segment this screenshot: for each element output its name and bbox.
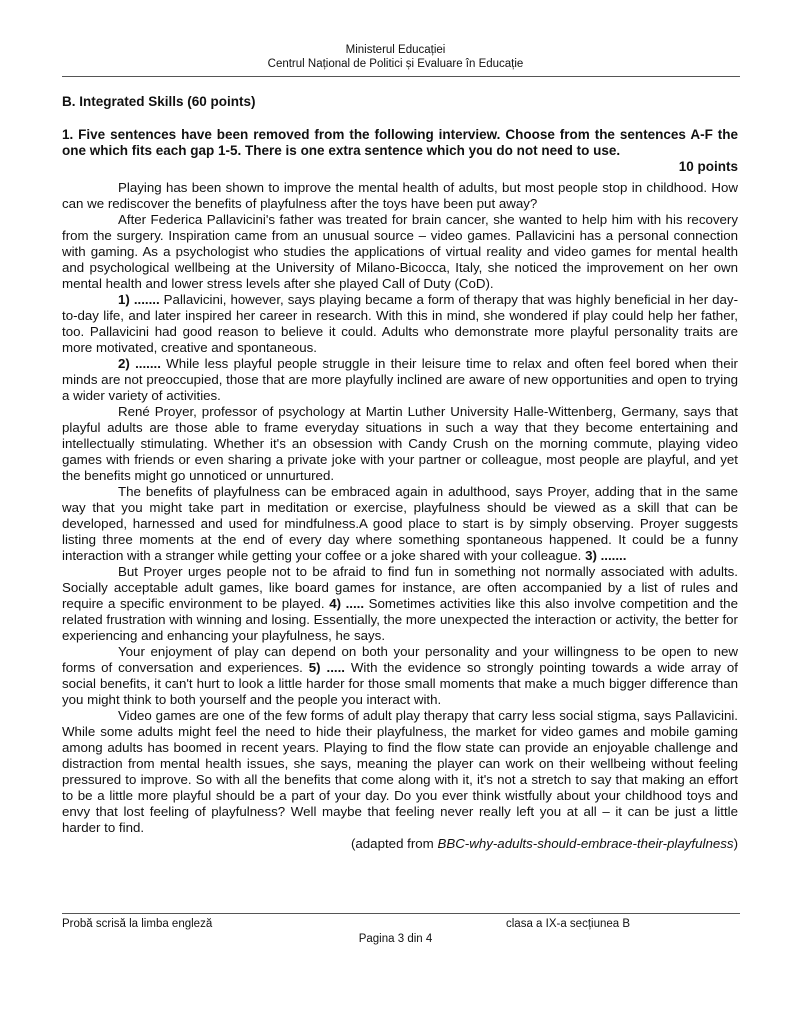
paragraph-text: But Proyer urges people not to be afraid to find fun in something not normally associated with adults. Socially acceptable adult games, like board games for instance, are often accompanied by a list of rules and require a specific environment to be played. [62, 564, 738, 611]
paragraph-text: Pallavicini, however, says playing became a form of therapy that was highly beneficial in her day-to-day life, and later inspired her career in research. With this in mind, she wondered if play could help her father, too. Pallavicini had good reason to believe it could. Adults who demonstrate more playful personality traits are more motivated, creative and spontaneous. [62, 292, 738, 355]
gap-marker: 5) ..... [308, 660, 345, 675]
gap-marker: 1) ....... [118, 292, 160, 307]
paragraph-text: Your enjoyment of play can depend on both your personality and your willingness to be open to new forms of conversation and experiences. [62, 644, 738, 675]
paragraph-text: René Proyer, professor of psychology at Martin Luther University Halle-Wittenberg, Germany, says that playful adults are those able to frame everyday situations in such a way that they become entertaining and intellectually stimulating. Whether it's an obsession with Candy Crush on the morning commute, playing video games with friends or even sharing a private joke with your partner or colleague, most people are playful, and yet the benefits might go unnoticed or unnurtured. [62, 404, 738, 483]
source-prefix: (adapted from [350, 836, 438, 851]
footer-class: clasa a IX-a secțiunea B [506, 918, 631, 930]
gap-marker: 2) ....... [118, 356, 161, 371]
page-number: Pagina 3 din 4 [358, 933, 433, 945]
section-title: B. Integrated Skills (60 points) [62, 94, 256, 109]
task-instruction: 1. Five sentences have been removed from the following interview. Choose from the sentences A-F the one which fits each gap 1-5. There is one extra sentence which you do not need to use. [62, 127, 738, 158]
paragraph [62, 708, 738, 836]
source-suffix: ) [733, 836, 738, 851]
page-header [0, 43, 791, 71]
paragraph-text: After Federica Pallavicini's father was treated for brain cancer, she wanted to help him with his recovery from the surgery. Inspiration came from an unusual source – video games. Pallavicini has a personal connection with gaming. As a psychologist who studies the applications of virtual reality and video games for mental health and psychological wellbeing at the University of Milano-Bicocca, Italy, she noticed the improvement on her own mental health and lower stress levels after she played Call of Duty (CoD). [62, 212, 738, 291]
ministry-name: Ministerul Educației [345, 44, 446, 56]
paragraph-text: The benefits of playfulness can be embraced again in adulthood, says Proyer, adding that in the same way that you might take part in meditation or exercise, playfulness should be viewed as a skill that can be developed, harnessed and used for mindfulness.A good place to start is by simply observing. Proyer suggests listing three moments at the end of every day where something spontaneous happened. It could be a funny interaction with a stranger while getting your coffee or a joke shared with your colleague. [62, 484, 738, 563]
source-attribution [62, 836, 738, 852]
paragraph [62, 356, 738, 404]
footer-exam-name: Probă scrisă la limba engleză [62, 918, 213, 930]
paragraph-text: With the evidence so strongly pointing towards a wide array of social benefits, it can't hurt to look a little harder for those small moments that make a much bigger difference than you might think to both yourself and the people you interact with. [62, 660, 738, 707]
paragraph [62, 404, 738, 484]
paragraph [62, 484, 738, 564]
paragraph [62, 644, 738, 708]
paragraph-text: Sometimes activities like this also involve competition and the related frustration with winning and losing. Essentially, the more unexpected the interaction or activity, the better for experiencing and enhancing your playfulness, he says. [62, 596, 738, 643]
gap-marker: 3) ....... [585, 548, 627, 563]
footer-divider [62, 913, 740, 914]
paragraph-text: While less playful people struggle in their leisure time to relax and often feel bored when their minds are not preoccupied, those that are more playfully inclined are aware of new opportunities and open to trying a wider variety of activities. [62, 356, 738, 403]
header-divider [62, 76, 740, 77]
paragraph-text: Playing has been shown to improve the mental health of adults, but most people stop in childhood. How can we rediscover the benefits of playfulness after the toys have been put away? [62, 180, 738, 211]
task-points: 10 points [678, 159, 738, 174]
paragraph [62, 564, 738, 644]
gap-marker: 4) ..... [329, 596, 365, 611]
paragraph-text: Video games are one of the few forms of adult play therapy that carry less social stigma, says Pallavicini. While some adults might feel the need to hide their playfulness, the market for video games and mobile gaming among adults has boomed in recent years. Playing to find the flow state can provide an enjoyable challenge and distraction from mental health issues, she says, meaning the player can work on their wellbeing without feeling pressured to improve. So with all the benefits that come along with it, it's not a stretch to say that making an effort to be a little more playful should be a part of your day. Do you ever think wistfully about your childhood toys and envy that lost feeling of playfulness? Well maybe that feeling never really left you at all – it can be just a little harder to find. [62, 708, 738, 835]
paragraph [62, 212, 738, 292]
paragraph [62, 180, 738, 212]
article-body [62, 180, 738, 852]
paragraph [62, 292, 738, 356]
task-instruction-block [62, 127, 738, 175]
center-name: Centrul Național de Politici și Evaluare în Educație [267, 58, 524, 70]
source-title: BBC-why-adults-should-embrace-their-playfulness [437, 836, 734, 851]
